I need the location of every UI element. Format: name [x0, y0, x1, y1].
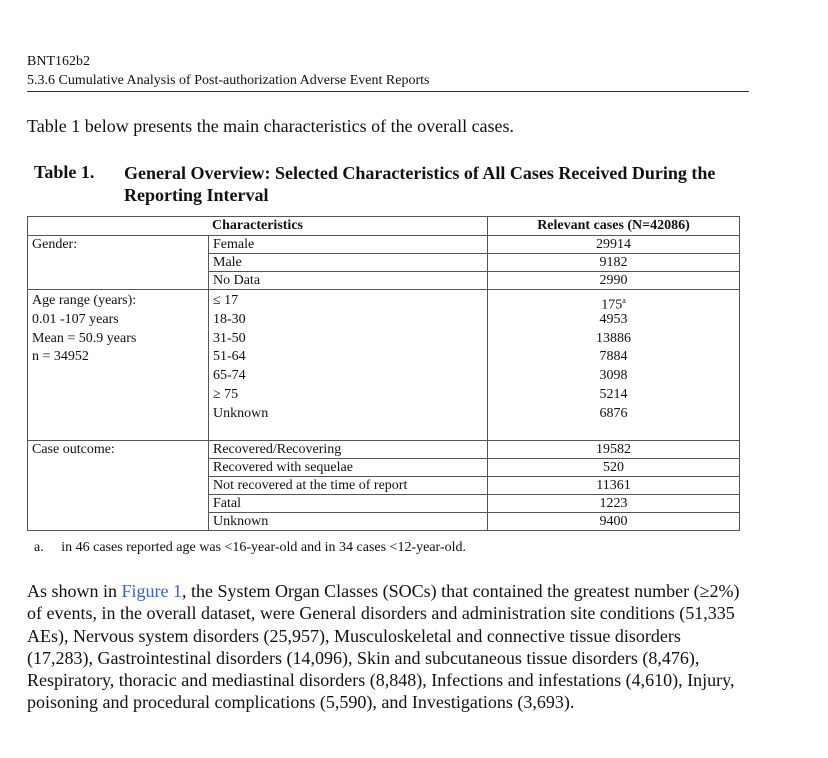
- age-n-label: n = 34952: [32, 349, 89, 365]
- outcome-label: Case outcome:: [28, 441, 209, 531]
- age-range-label: Age range (years):: [32, 293, 137, 308]
- age-block: [28, 290, 740, 441]
- row-label: Fatal: [209, 495, 488, 513]
- row-label: ≤ 17: [213, 293, 239, 308]
- row-label: Unknown: [213, 405, 269, 421]
- table-row: [28, 236, 740, 254]
- footnote-text: in 46 cases reported age was <16-year-old and in 34 cases <12-year-old.: [61, 540, 466, 555]
- table-footnote: [34, 540, 466, 556]
- paragraph-text: , the System Organ Classes (SOCs) that contained the greatest number (≥2%) of events, in the overall dataset, were General disorders and administration site conditions (51,335 AEs), Nervous system disorders (25,957), Musculoskeletal and connective tissue disorders (17,283), Gastrointestinal disorders (14,096), Skin and subcutaneous tissue disorders (8,476), Respiratory, thoracic and mediastinal disorders (8,848), Infections and infestations (4,610), Injury, poisoning and procedural complications (5,590), and Investigations (3,693).: [27, 581, 740, 713]
- row-label: 65-74: [213, 368, 246, 384]
- table-row: [28, 441, 740, 459]
- row-value: 29914: [488, 236, 740, 254]
- table-title: General Overview: Selected Characteristics of All Cases Received During the Reporting Interval: [124, 163, 716, 205]
- row-label: Not recovered at the time of report: [209, 477, 488, 495]
- soc-summary-paragraph: [27, 580, 747, 714]
- row-value: 9182: [488, 254, 740, 272]
- row-label: 18-30: [213, 311, 246, 327]
- row-label: 31-50: [213, 330, 246, 346]
- document-product-header: BNT162b2: [27, 54, 90, 69]
- row-value: 13886: [596, 330, 631, 346]
- row-label: No Data: [209, 272, 488, 290]
- age-span-label: 0.01 -107 years: [32, 311, 119, 327]
- row-label: Male: [209, 254, 488, 272]
- row-value: 11361: [488, 477, 740, 495]
- row-value: 520: [488, 459, 740, 477]
- gender-label: Gender:: [28, 236, 209, 290]
- row-label: Female: [209, 236, 488, 254]
- footnote-marker: a: [622, 296, 626, 305]
- row-label: Recovered/Recovering: [209, 441, 488, 459]
- column-header-relevant-cases: Relevant cases (N=42086): [488, 217, 740, 236]
- table-label: Table 1.: [34, 162, 95, 182]
- age-groups: [209, 290, 488, 441]
- paragraph-text: As shown in: [27, 581, 122, 601]
- row-value: 7884: [599, 349, 628, 365]
- row-value: 3098: [599, 368, 628, 384]
- column-header-characteristics: Characteristics: [28, 217, 488, 236]
- row-value: 5214: [599, 386, 628, 402]
- table-header-row: [28, 217, 740, 236]
- row-value: 6876: [599, 405, 628, 421]
- row-value: 1223: [488, 495, 740, 513]
- age-mean-label: Mean = 50.9 years: [32, 330, 137, 346]
- age-labels: [28, 290, 209, 441]
- row-value: 9400: [488, 513, 740, 531]
- document-section-header: 5.3.6 Cumulative Analysis of Post-authorization Adverse Event Reports: [27, 73, 430, 88]
- row-label: Unknown: [209, 513, 488, 531]
- row-value: 19582: [488, 441, 740, 459]
- row-value: [492, 292, 735, 311]
- footnote-marker: a.: [34, 540, 44, 555]
- row-label: Recovered with sequelae: [209, 459, 488, 477]
- characteristics-table: [27, 216, 740, 531]
- age-values: [488, 290, 740, 441]
- row-label: 51-64: [213, 349, 246, 365]
- value-text: 175: [601, 297, 623, 313]
- intro-text: Table 1 below presents the main characteristics of the overall cases.: [27, 116, 515, 136]
- row-value: 4953: [599, 311, 628, 327]
- row-value: 2990: [488, 272, 740, 290]
- header-divider: [27, 91, 749, 92]
- figure-1-link[interactable]: Figure 1: [121, 581, 183, 601]
- row-label: ≥ 75: [213, 386, 239, 402]
